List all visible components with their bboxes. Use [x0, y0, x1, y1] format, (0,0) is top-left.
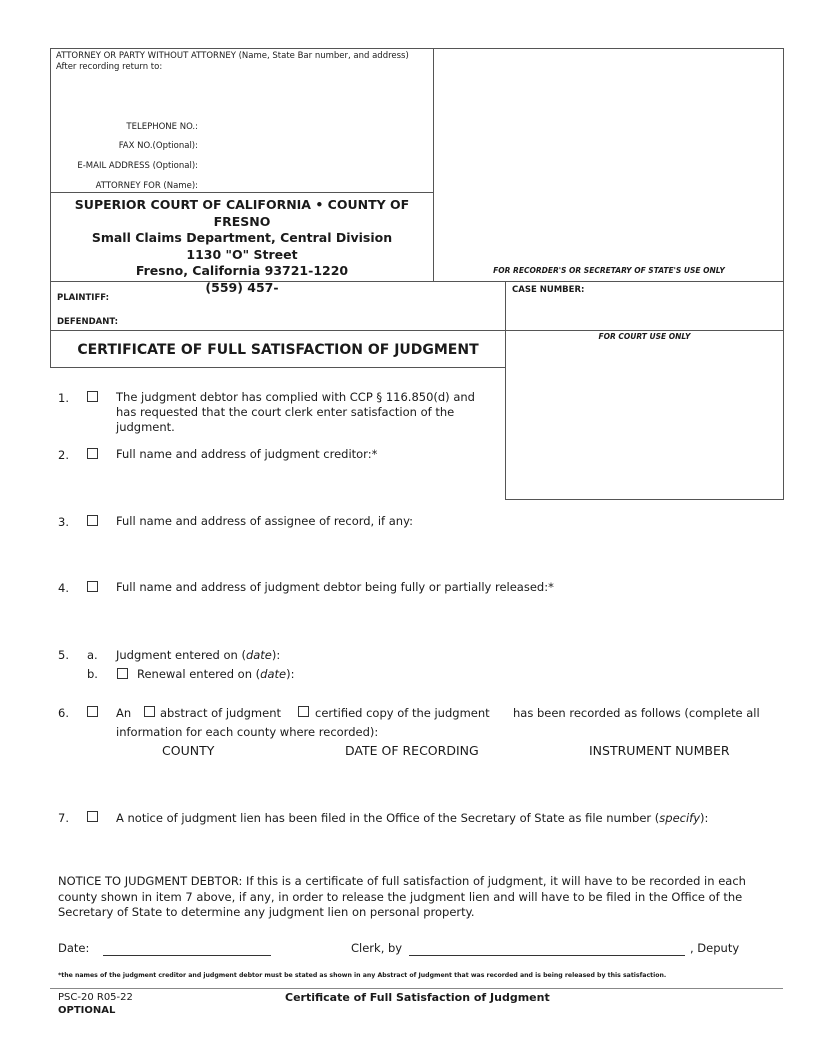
court-name-block: SUPERIOR COURT OF CALIFORNIA • COUNTY OF FRESNO Small Claims Department, Central Division 1130 "O" Street Fresno, California 93721-1220 (559) 457-	[74, 197, 410, 295]
attorney-for-label: ATTORNEY FOR (Name):	[95, 181, 198, 191]
item-1-checkbox[interactable]	[87, 391, 98, 402]
recorder-box	[433, 48, 784, 282]
item-5a-text: Judgment entered on (date):	[116, 648, 281, 662]
item-6-abstract-label: abstract of judgment	[160, 706, 282, 720]
item-6-abstract-checkbox[interactable]	[144, 706, 155, 717]
column-header-date-of-recording: DATE OF RECORDING	[345, 743, 479, 758]
fax-label: FAX NO.(Optional):	[118, 141, 198, 151]
footer-title: Certificate of Full Satisfaction of Judgment	[285, 991, 550, 1004]
item-6-certified-label: certified copy of the judgment	[315, 706, 490, 720]
item-3-checkbox[interactable]	[87, 515, 98, 526]
item-2-text: Full name and address of judgment creditor:*	[116, 447, 378, 461]
footnote: *the names of the judgment creditor and judgment debtor must be stated as shown in any Abstract of Judgment that was recorded and is being released by this satisfaction.	[58, 972, 667, 979]
footer-rule	[50, 988, 783, 989]
recorder-use-label: FOR RECORDER'S OR SECRETARY OF STATE'S USE ONLY	[493, 266, 725, 275]
parties-box	[50, 281, 506, 331]
item-3-text: Full name and address of assignee of record, if any:	[116, 514, 413, 528]
item-5b-letter: b.	[87, 667, 98, 681]
defendant-label: DEFENDANT:	[57, 317, 119, 327]
notice-to-judgment-debtor: NOTICE TO JUDGMENT DEBTOR: If this is a certificate of full satisfaction of judgment, it will have to be recorded in each county shown in item 7 above, if any, in order to release the judgment lien and will have to be filed in the Office of the Secretary of State to determine any judgment lien on personal property.	[58, 874, 746, 919]
deputy-label: , Deputy	[690, 941, 740, 955]
court-use-box	[505, 330, 784, 500]
column-header-county: COUNTY	[162, 743, 215, 758]
date-label: Date:	[58, 941, 90, 955]
item-4-text: Full name and address of judgment debtor being fully or partially released:*	[116, 580, 554, 594]
item-5-number: 5.	[58, 648, 69, 662]
email-label: E-MAIL ADDRESS (Optional):	[77, 161, 198, 171]
date-input-line[interactable]	[103, 955, 271, 956]
item-5b-text: Renewal entered on (date):	[137, 667, 295, 681]
item-7-checkbox[interactable]	[87, 811, 98, 822]
item-4-checkbox[interactable]	[87, 581, 98, 592]
optional-label: OPTIONAL	[58, 1005, 116, 1016]
clerk-signature-line[interactable]	[409, 955, 685, 956]
item-6-recorded-text: has been recorded as follows (complete all	[513, 706, 760, 720]
item-1-number: 1.	[58, 391, 69, 405]
item-3-number: 3.	[58, 515, 69, 529]
case-number-label: CASE NUMBER:	[512, 285, 585, 295]
item-6-certified-checkbox[interactable]	[298, 706, 309, 717]
item-2-checkbox[interactable]	[87, 448, 98, 459]
telephone-label: TELEPHONE NO.:	[126, 122, 198, 132]
clerk-label: Clerk, by	[351, 941, 403, 955]
item-5b-checkbox[interactable]	[117, 668, 128, 679]
item-7-number: 7.	[58, 811, 69, 825]
item-6-an: An	[116, 706, 132, 720]
form-number: PSC-20 R05-22	[58, 992, 133, 1003]
item-6-checkbox[interactable]	[87, 706, 98, 717]
column-header-instrument-number: INSTRUMENT NUMBER	[589, 743, 730, 758]
item-6-line2: information for each county where recorded):	[116, 725, 379, 739]
plaintiff-label: PLAINTIFF:	[57, 293, 110, 303]
item-4-number: 4.	[58, 581, 69, 595]
attorney-header: ATTORNEY OR PARTY WITHOUT ATTORNEY (Name, State Bar number, and address) After recording return to:	[56, 51, 409, 72]
item-6-number: 6.	[58, 706, 69, 720]
court-use-label: FOR COURT USE ONLY	[598, 332, 691, 341]
item-2-number: 2.	[58, 448, 69, 462]
form-title: CERTIFICATE OF FULL SATISFACTION OF JUDGMENT	[77, 342, 479, 358]
item-7-text: A notice of judgment lien has been filed in the Office of the Secretary of State as file number (specify):	[116, 811, 709, 825]
item-1-text: The judgment debtor has complied with CCP § 116.850(d) and has requested that the court clerk enter satisfaction of the judgment.	[116, 390, 475, 434]
item-5a-letter: a.	[87, 648, 98, 662]
